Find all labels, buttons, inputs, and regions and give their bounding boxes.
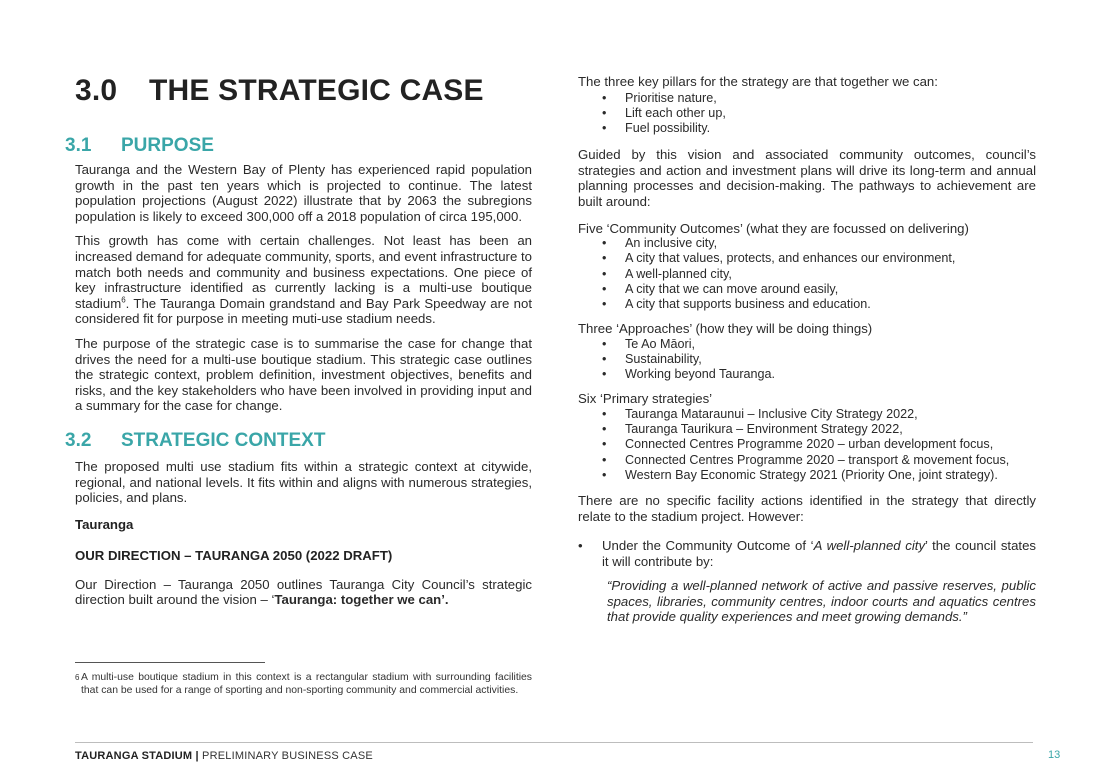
footnote-number: 6 bbox=[75, 673, 80, 682]
section-heading bbox=[75, 74, 532, 108]
approaches-list bbox=[578, 337, 1036, 383]
footnote-text: A multi-use boutique stadium in this context is a rectangular stadium with surrounding facilities that can be used for a range of sporting and non-sporting community and commercial activities. bbox=[81, 672, 532, 696]
paragraph-purpose: The purpose of the strategic case is to summarise the case for change that drives the need for a multi-use boutique stadium. This strategic case outlines the strategic context, problem definition, investment objectives, benefits and risks, and the key stakeholders who have been involved in providing input and a summary for the case for change. bbox=[75, 335, 532, 414]
footnote-divider bbox=[75, 662, 265, 663]
section-number: 3.0 bbox=[75, 74, 118, 107]
pillars-list bbox=[578, 91, 1036, 137]
strategies-list bbox=[578, 407, 1036, 483]
list-item: • Te Ao Māori, bbox=[578, 337, 1036, 352]
paragraph-population: Tauranga and the Western Bay of Plenty has experienced rapid population growth in the past ten years which is projected to continue. The latest population projections (August 2022) illustrate that by 2063 the subregions population is likely to exceed 300,000 off a 2018 population of circa 195,000. bbox=[75, 162, 532, 224]
pillars-intro: The three key pillars for the strategy are that together we can: bbox=[578, 74, 938, 89]
subsection-title: STRATEGIC CONTEXT bbox=[121, 429, 326, 451]
list-item: • A city that we can move around easily, bbox=[578, 282, 1036, 297]
list-item: • Connected Centres Programme 2020 – urban development focus, bbox=[578, 437, 1036, 452]
list-item: • Tauranga Taurikura – Environment Strategy 2022, bbox=[578, 422, 1036, 437]
outcomes-list bbox=[578, 236, 1036, 312]
outcomes-intro: Five ‘Community Outcomes’ (what they are focussed on delivering) bbox=[578, 220, 969, 236]
paragraph-direction: Our Direction – Tauranga 2050 outlines Tauranga City Council’s strategic direction built around the vision – ‘Tauranga: together we can’. bbox=[75, 576, 532, 608]
footnote bbox=[75, 671, 532, 697]
list-item: • Connected Centres Programme 2020 – transport & movement focus, bbox=[578, 453, 1036, 468]
list-item: • Working beyond Tauranga. bbox=[578, 367, 1036, 382]
list-item: • Fuel possibility. bbox=[578, 121, 1036, 136]
list-item: • Sustainability, bbox=[578, 352, 1036, 367]
left-column bbox=[65, 72, 532, 608]
list-item: • A city that supports business and education. bbox=[578, 297, 1036, 312]
right-column bbox=[578, 74, 1036, 625]
page-number: 13 bbox=[1048, 749, 1061, 761]
list-item: • Western Bay Economic Strategy 2021 (Priority One, joint strategy). bbox=[578, 468, 1036, 483]
paragraph-growth: This growth has come with certain challenges. Not least has been an increased demand for adequate community, sports, and event infrastructure to match both needs and community and business expectations. One piece of key infrastructure identified as currently lacking is a multi-use boutique stadium$^6$. The Tauranga Domain grandstand and Bay Park Speedway are not considered fit for purpose in meeting muti-use stadium needs. bbox=[75, 233, 532, 327]
paragraph-context: The proposed multi use stadium fits within a strategic context at citywide, regional, and national levels. It fits within and aligns with numerous strategies, policies, and plans. bbox=[75, 458, 532, 506]
label-our-direction: OUR DIRECTION – TAURANGA 2050 (2022 DRAFT) bbox=[75, 547, 393, 563]
outcome-italic: A well-planned city bbox=[813, 538, 926, 554]
list-item: • Tauranga Mataraunui – Inclusive City Strategy 2022, bbox=[578, 407, 1036, 422]
subsection-number: 3.1 bbox=[65, 135, 92, 156]
subsection-heading-purpose bbox=[65, 135, 532, 157]
list-item: • A well-planned city, bbox=[578, 267, 1036, 282]
paragraph-no-specific: There are no specific facility actions identified in the strategy that directly relate to the stadium project. However: bbox=[578, 493, 1036, 524]
list-item: • A city that values, protects, and enhances our environment, bbox=[578, 251, 1036, 266]
list-item: • Lift each other up, bbox=[578, 106, 1036, 121]
section-title: THE STRATEGIC CASE bbox=[149, 74, 484, 107]
vision-text: Tauranga: together we can’. bbox=[274, 592, 449, 608]
subsection-heading-context bbox=[65, 430, 532, 452]
footer-title: TAURANGA STADIUM | PRELIMINARY BUSINESS CASE bbox=[75, 750, 373, 762]
strategies-intro: Six ‘Primary strategies’ bbox=[578, 391, 713, 407]
footnote-ref[interactable]: 6 bbox=[121, 295, 126, 305]
outcome-bullet: • Under the Community Outcome of ‘A well-planned city’ the council states it will contribute by: bbox=[578, 538, 1036, 569]
paragraph-guided: Guided by this vision and associated community outcomes, council’s strategies and action and investment plans will drive its long-term and annual planning processes and decision-making. The pathways to achievement are built around: bbox=[578, 147, 1036, 209]
list-item: • An inclusive city, bbox=[578, 236, 1036, 251]
footer-divider bbox=[75, 742, 1033, 743]
approaches-intro: Three ‘Approaches’ (how they will be doing things) bbox=[578, 321, 873, 337]
quote-block: “Providing a well-planned network of active and passive reserves, public spaces, libraries, community centres, indoor courts and aquatics centres that provide quality experiences and meet growing demands.” bbox=[607, 578, 1036, 625]
label-tauranga: Tauranga bbox=[75, 516, 134, 532]
subsection-number: 3.2 bbox=[65, 429, 92, 451]
subsection-title: PURPOSE bbox=[121, 135, 214, 156]
list-item: • Prioritise nature, bbox=[578, 91, 1036, 106]
